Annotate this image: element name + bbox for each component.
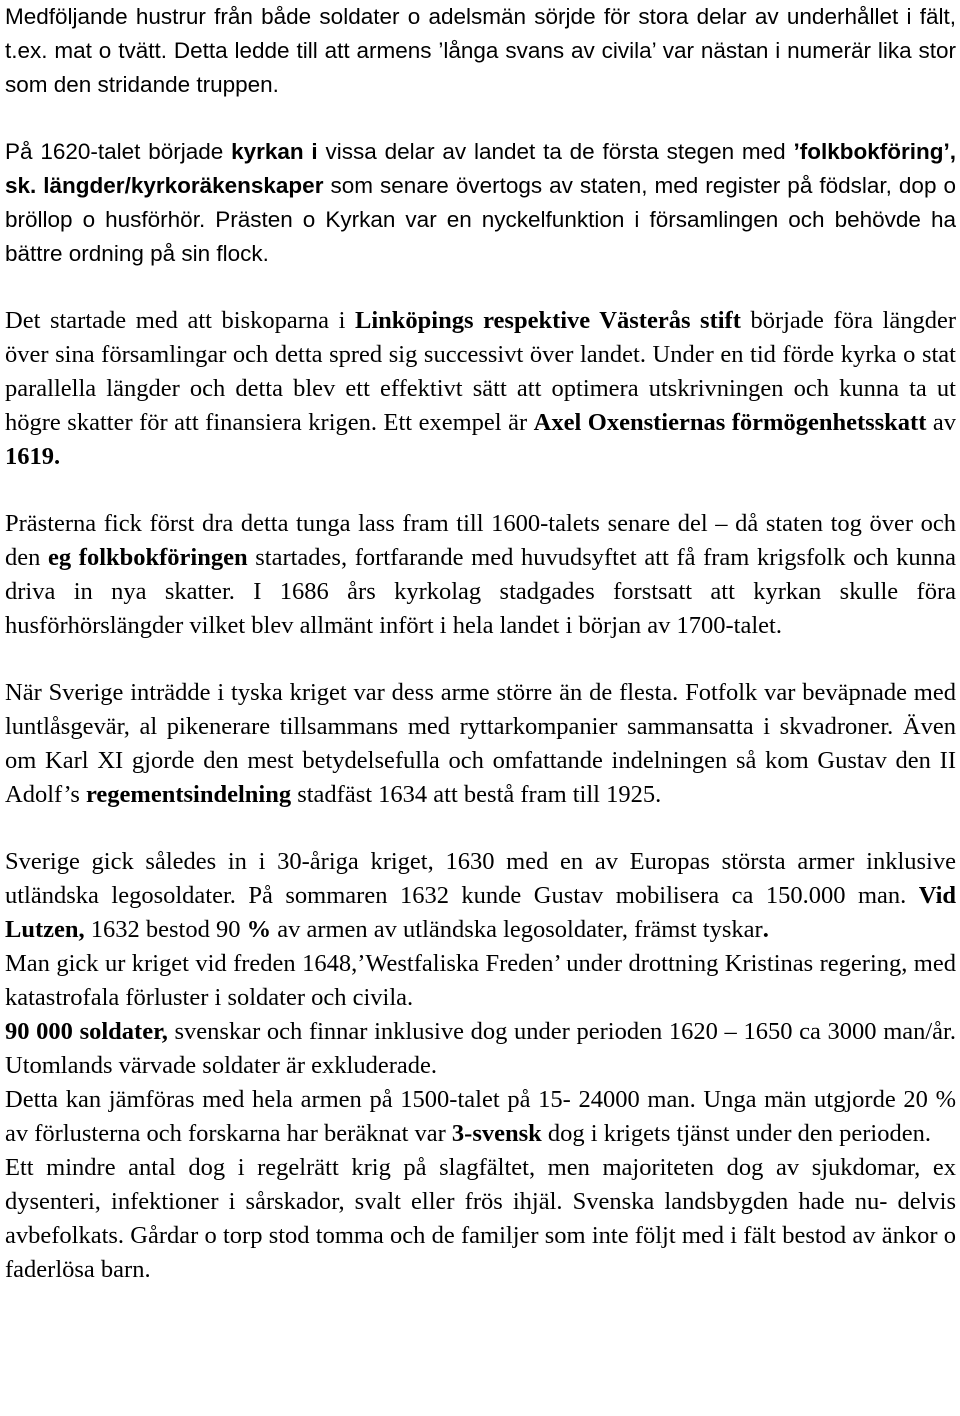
text-run: . — [762, 916, 769, 943]
text-run: ’folkbokföring’, sk. längder/kyrkoräkenskaper — [5, 139, 957, 198]
text-run: Det startade med att biskoparna i — [5, 307, 356, 334]
text-run: Detta kan jämföras med hela armen på 1500-talet på 15- 24000 man. Unga män utgjorde 20 % av förlusterna och forskarna har beräknat var — [5, 1086, 956, 1147]
paragraph-2 — [5, 135, 956, 271]
text-run: Man gick ur kriget vid freden 1648,’Westfaliska Freden’ under drottning Kristinas regering, med katastrofala förluster i soldater och civila. — [5, 950, 956, 1011]
paragraph-1 — [5, 0, 956, 102]
text-run: regementsindelning — [85, 781, 292, 808]
text-run: började föra längder över sina församlingar och detta spred sig successivt över landet. Under en tid förde kyrka o stat parallella längder och detta blev ett effektivt sätt att optimera utskrivningen och kunna ta ut högre skatter för att finansiera krigen. Ett exempel är — [5, 307, 956, 436]
text-run: Vid Lutzen, — [5, 882, 956, 943]
text-run: Linköpings respektive Västerås stift — [355, 307, 741, 334]
text-run: av armen av utländska legosoldater, främst tyskar — [271, 916, 763, 943]
text-run: 1632 bestod 90 — [84, 916, 247, 943]
text-run: som senare övertogs av staten, med register på födslar, dop o bröllop o husförhör. Prästen o Kyrkan var en nyckelfunktion i församlingen och behövde ha bättre ordning på sin flock. — [5, 173, 956, 266]
text-run: 1619. — [5, 443, 61, 470]
text-run: % — [246, 916, 272, 943]
paragraph-4 — [5, 507, 956, 643]
text-run: startades, fortfarande med huvudsyftet att få fram krigsfolk och kunna driva in nya skatter. I 1686 års kyrkolag stadgades forstsatt att kyrkan skulle föra husförhörslängder vilket blev allmänt infört i hela landet i början av 1700-talet. — [5, 544, 956, 639]
text-run: stadfäst 1634 att bestå fram till 1925. — [291, 781, 662, 808]
text-run: Sverige gick således in i 30-åriga kriget, 1630 med en av Europas största armer inklusive utländska legosoldater. På sommaren 1632 kunde Gustav mobilisera ca 150.000 man. — [5, 848, 956, 909]
paragraph-8 — [5, 1015, 956, 1083]
text-run: Axel Oxenstiernas förmögenhetsskatt — [533, 409, 927, 436]
text-run: På 1620-talet började — [5, 139, 232, 164]
text-run: 90 000 soldater, — [5, 1018, 168, 1045]
text-run: Medföljande hustrur från både soldater o adelsmän sörjde för stora delar av underhållet i fält, t.ex. mat o tvätt. Detta ledde till att armens ’långa svans av civila’ var nästan i numerär lika stor som den stridande truppen. — [5, 4, 956, 97]
paragraph-6 — [5, 845, 956, 947]
paragraph-9 — [5, 1083, 956, 1151]
paragraph-3 — [5, 304, 956, 474]
paragraph-7 — [5, 947, 956, 1015]
text-run: När Sverige inträdde i tyska kriget var dess arme större än de flesta. Fotfolk var beväpnade med luntlåsgevär, al pikenerare tillsammans med ryttarkompanier sammansatta i skvadroner. Även om Karl XI gjorde den mest betydelsefulla och omfattande indelningen så kom Gustav den II Adolf’s — [5, 679, 956, 808]
text-run: eg folkbokföringen — [48, 544, 248, 571]
text-run: Ett mindre antal dog i regelrätt krig på slagfältet, men majoriteten dog av sjukdomar, ex dysenteri, infektioner i sårskador, svalt eller frös ihjäl. Svenska landsbygden hade nu- delvis avbefolkats. Gårdar o torp stod tomma och de familjer som inte följt med i fält bestod av änkor o faderlösa barn. — [5, 1154, 956, 1283]
text-run: svenskar och finnar inklusive dog under perioden 1620 – 1650 ca 3000 man/år. Utomlands värvade soldater är exkluderade. — [5, 1018, 956, 1079]
text-run: 3-svensk — [451, 1120, 542, 1147]
text-run: Prästerna fick först dra detta tunga lass fram till 1600-talets senare del – då staten tog över och den — [5, 510, 956, 571]
paragraph-5 — [5, 676, 956, 812]
paragraph-10 — [5, 1151, 956, 1287]
text-run: av — [926, 409, 957, 436]
text-run: dog i krigets tjänst under den perioden. — [541, 1120, 931, 1147]
text-run: kyrkan i — [231, 139, 318, 164]
text-run: vissa delar av landet ta de första stegen med — [317, 139, 794, 164]
